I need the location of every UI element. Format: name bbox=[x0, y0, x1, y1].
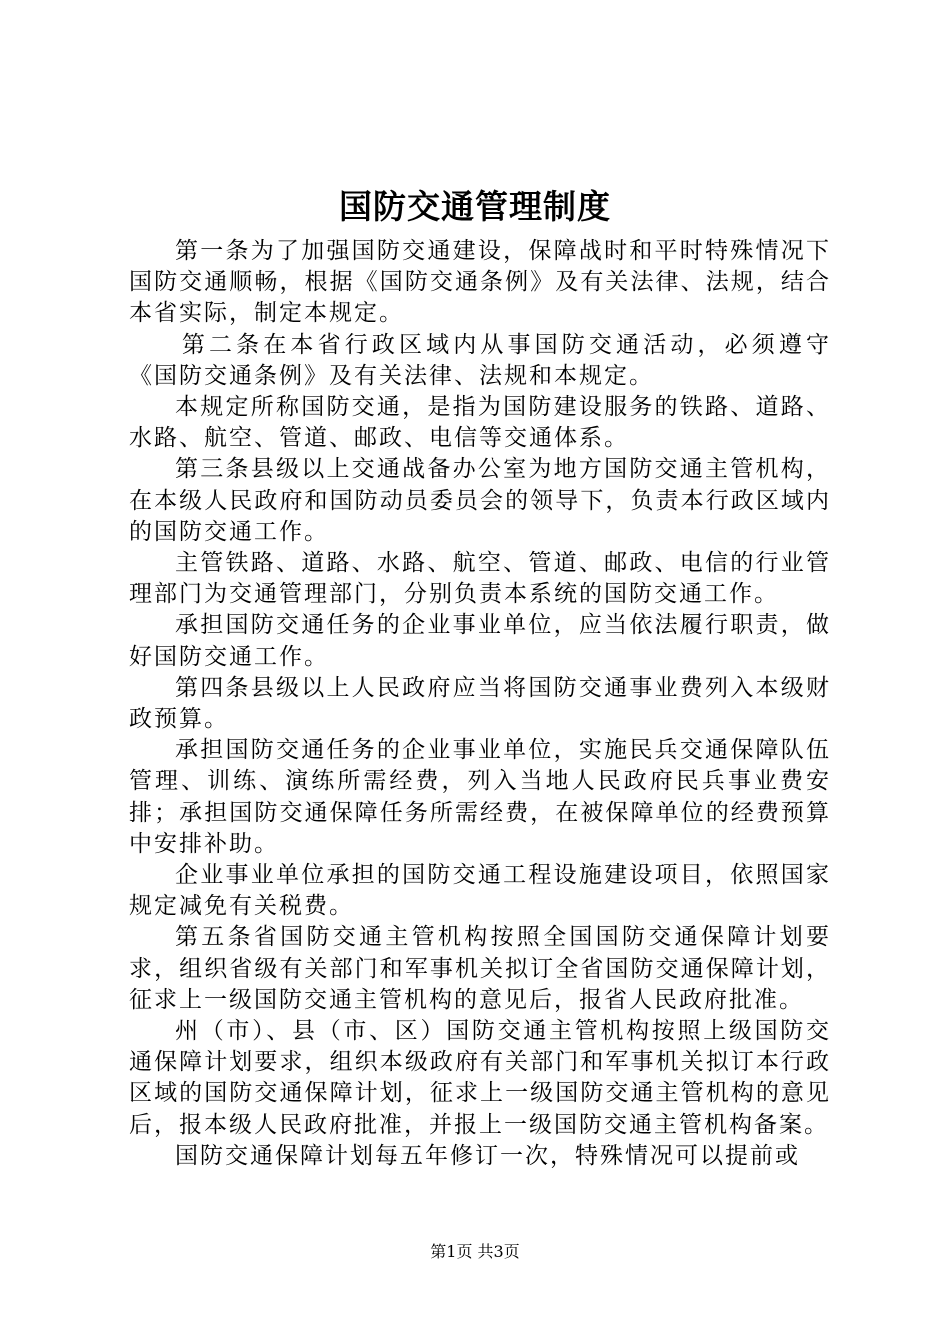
paragraph-article-1: 第一条为了加强国防交通建设，保障战时和平时特殊情况下国防交通顺畅，根据《国防交通条例》及有关法律、法规，结合本省实际，制定本规定。 bbox=[129, 238, 831, 327]
paragraph-plan-revision: 国防交通保障计划每五年修订一次，特殊情况可以提前或 bbox=[175, 1142, 800, 1169]
paragraph-definition: 本规定所称国防交通，是指为国防建设服务的铁路、道路、水路、航空、管道、邮政、电信等交通体系。 bbox=[129, 394, 831, 452]
paragraph-article-5: 第五条省国防交通主管机构按照全国国防交通保障计划要求，组织省级有关部门和军事机关拟订全省国防交通保障计划，征求上一级国防交通主管机构的意见后，报省人民政府批准。 bbox=[129, 924, 831, 1013]
paragraph-funding: 承担国防交通任务的企业事业单位，实施民兵交通保障队伍管理、训练、演练所需经费，列入当地人民政府民兵事业费安排；承担国防交通保障任务所需经费，在被保障单位的经费预算中安排补助。 bbox=[129, 737, 831, 857]
paragraph-tax-relief: 企业事业单位承担的国防交通工程设施建设项目，依照国家规定减免有关税费。 bbox=[129, 862, 831, 920]
paragraph-article-2: 第二条在本省行政区域内从事国防交通活动，必须遵守《国防交通条例》及有关法律、法规和本规定。 bbox=[129, 331, 831, 389]
paragraph-industry-departments: 主管铁路、道路、水路、航空、管道、邮政、电信的行业管理部门为交通管理部门，分别负责本系统的国防交通工作。 bbox=[129, 550, 831, 608]
document-title: 国防交通管理制度 bbox=[339, 187, 611, 226]
paragraph-enterprise-duties: 承担国防交通任务的企业事业单位，应当依法履行职责，做好国防交通工作。 bbox=[129, 612, 831, 670]
document-body bbox=[129, 236, 831, 1172]
paragraph-article-4: 第四条县级以上人民政府应当将国防交通事业费列入本级财政预算。 bbox=[129, 674, 831, 733]
paragraph-article-3: 第三条县级以上交通战备办公室为地方国防交通主管机构，在本级人民政府和国防动员委员会的领导下，负责本行政区域内的国防交通工作。 bbox=[129, 456, 831, 545]
paragraph-local-plans: 州（市）、县（市、区）国防交通主管机构按照上级国防交通保障计划要求，组织本级政府有关部门和军事机关拟订本行政区域的国防交通保障计划，征求上一级国防交通主管机构的意见后，报本级人民政府批准，并报上一级国防交通主管机构备案。 bbox=[129, 1018, 831, 1138]
page-footer: 第1页 共3页 bbox=[430, 1242, 520, 1261]
